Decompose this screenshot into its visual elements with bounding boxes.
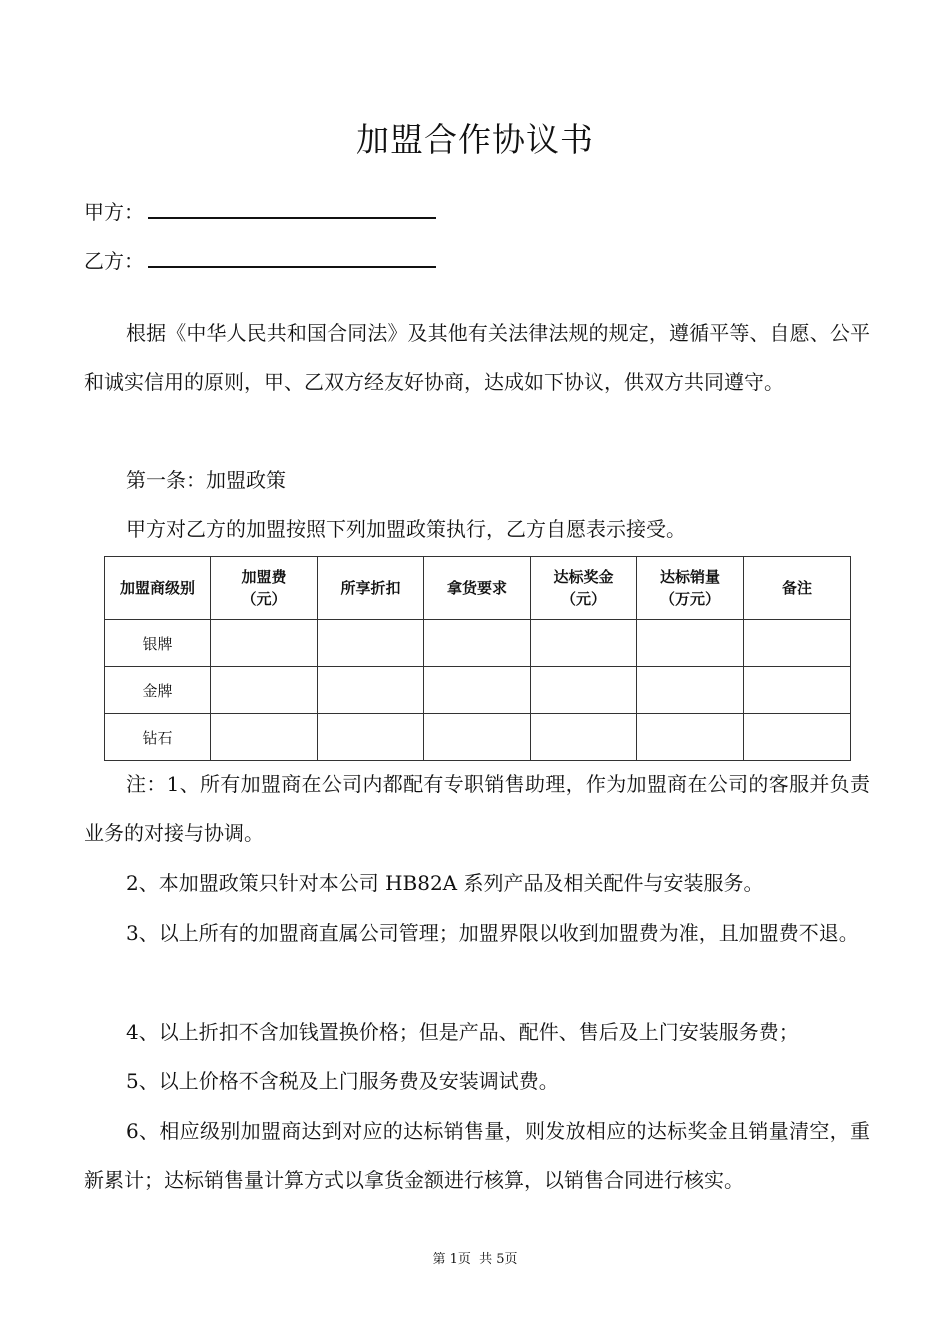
empty-cell[interactable] (318, 714, 424, 761)
empty-cell[interactable] (637, 714, 744, 761)
header-discount: 所享折扣 (318, 557, 424, 620)
empty-cell[interactable] (637, 667, 744, 714)
empty-cell[interactable] (424, 714, 531, 761)
note-1: 注：1、所有加盟商在公司内都配有专职销售助理，作为加盟商在公司的客服并负责业务的对接与协调。 (84, 772, 870, 845)
table-row (105, 714, 851, 761)
header-remarks: 备注 (744, 557, 851, 620)
party-a-blank-line (148, 199, 436, 219)
party-a-label: 甲方： (84, 200, 144, 224)
table-header-row (105, 557, 851, 620)
header-bonus: 达标奖金 （元） (531, 557, 637, 620)
header-sales-target: 达标销量 （万元） (637, 557, 744, 620)
document-title: 加盟合作协议书 (356, 120, 594, 159)
header-level: 加盟商级别 (105, 557, 211, 620)
party-b-label: 乙方： (84, 249, 144, 273)
empty-cell[interactable] (424, 620, 531, 667)
empty-cell[interactable] (318, 667, 424, 714)
article1-heading: 第一条：加盟政策 (126, 468, 286, 492)
page-total: 共 5页 (479, 1252, 518, 1267)
empty-cell[interactable] (637, 620, 744, 667)
empty-cell[interactable] (531, 620, 637, 667)
empty-cell[interactable] (744, 620, 851, 667)
article1-text: 甲方对乙方的加盟按照下列加盟政策执行，乙方自愿表示接受。 (126, 517, 686, 541)
party-a-field (84, 197, 436, 227)
page-number: 第 1页 (432, 1252, 471, 1267)
level-cell: 钻石 (105, 714, 211, 761)
empty-cell[interactable] (211, 667, 318, 714)
empty-cell[interactable] (531, 714, 637, 761)
party-b-blank-line (148, 248, 436, 268)
note-3: 3、以上所有的加盟商直属公司管理；加盟界限以收到加盟费为准，且加盟费不退。 (126, 921, 859, 945)
empty-cell[interactable] (211, 714, 318, 761)
empty-cell[interactable] (424, 667, 531, 714)
header-fee: 加盟费 （元） (211, 557, 318, 620)
intro-paragraph: 根据《中华人民共和国合同法》及其他有关法律法规的规定，遵循平等、自愿、公平和诚实信用的原则，甲、乙双方经友好协商，达成如下协议，供双方共同遵守。 (84, 321, 870, 394)
empty-cell[interactable] (744, 714, 851, 761)
note-2: 2、本加盟政策只针对本公司 HB82A 系列产品及相关配件与安装服务。 (126, 871, 764, 895)
empty-cell[interactable] (744, 667, 851, 714)
note-6: 6、相应级别加盟商达到对应的达标销售量，则发放相应的达标奖金且销量清空，重新累计；达标销售量计算方式以拿货金额进行核算，以销售合同进行核实。 (84, 1119, 870, 1192)
note-5: 5、以上价格不含税及上门服务费及安装调试费。 (126, 1069, 559, 1093)
level-cell: 银牌 (105, 620, 211, 667)
empty-cell[interactable] (318, 620, 424, 667)
table-row (105, 667, 851, 714)
empty-cell[interactable] (211, 620, 318, 667)
page-footer (0, 1248, 950, 1267)
table-row (105, 620, 851, 667)
empty-cell[interactable] (531, 667, 637, 714)
level-cell: 金牌 (105, 667, 211, 714)
franchise-policy-table (104, 556, 851, 761)
header-purchase-requirement: 拿货要求 (424, 557, 531, 620)
party-b-field (84, 246, 436, 276)
note-4: 4、以上折扣不含加钱置换价格；但是产品、配件、售后及上门安装服务费； (126, 1020, 799, 1044)
